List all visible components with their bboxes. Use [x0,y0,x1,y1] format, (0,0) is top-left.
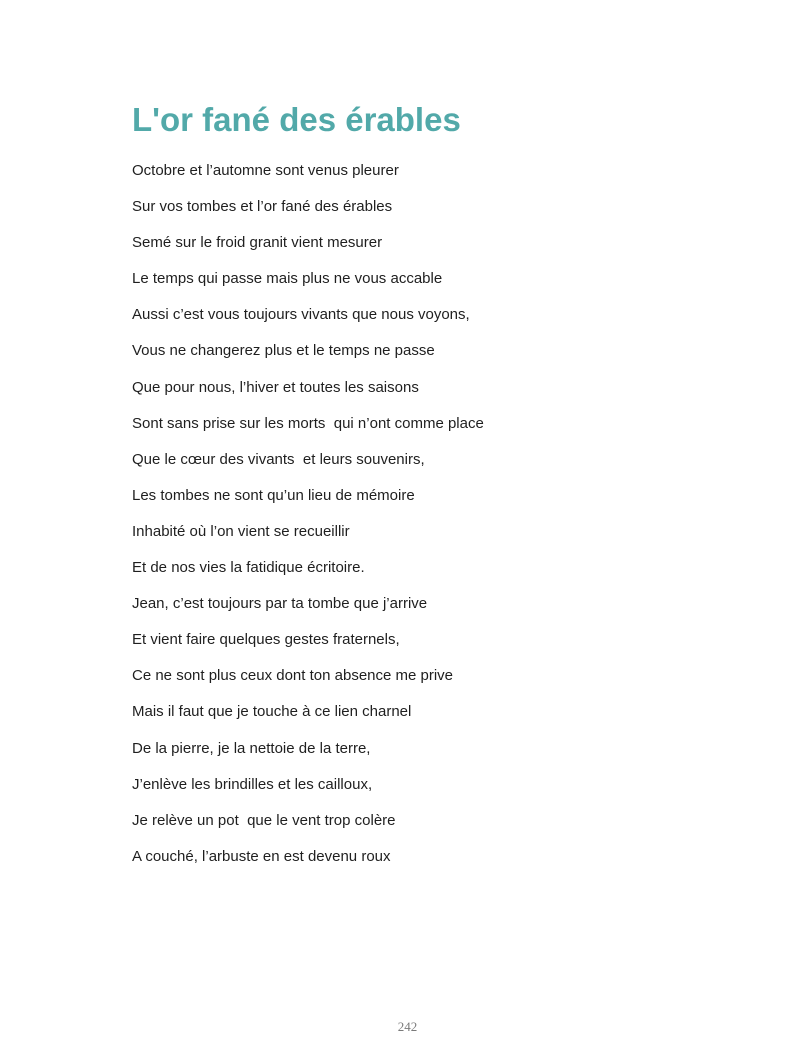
poem-body [132,159,484,881]
poem-line: Le temps qui passe mais plus ne vous accable [132,270,443,288]
poem-line: J’enlève les brindilles et les cailloux, [132,775,373,793]
poem-line: Inhabité où l’on vient se recueillir [132,522,350,540]
poem-line: Que pour nous, l’hiver et toutes les saisons [132,378,419,396]
poem-line: Octobre et l’automne sont venus pleurer [132,162,399,179]
poem-line: Ce ne sont plus ceux dont ton absence me prive [132,667,454,685]
poem-line: Semé sur le froid granit vient mesurer [132,234,383,252]
page-number: 242 [397,1019,418,1034]
poem-line: Mais il faut que je touche à ce lien charnel [132,703,412,721]
poem-line: Sont sans prise sur les morts qui n’ont comme place [132,414,484,432]
poem-line: De la pierre, je la nettoie de la terre, [132,739,371,757]
poem-line: Vous ne changerez plus et le temps ne passe [132,342,435,360]
poem-line: Et vient faire quelques gestes fraternels, [132,631,400,649]
poem-line: Et de nos vies la fatidique écritoire. [132,559,365,577]
poem-line: Je relève un pot que le vent trop colère [132,811,396,829]
poem-line: Sur vos tombes et l’or fané des érables [132,198,393,216]
poem-line: Jean, c’est toujours par ta tombe que j’arrive [132,595,428,613]
poem-title: L'or fané des érables [132,101,461,138]
poem-line: A couché, l’arbuste en est devenu roux [132,847,391,865]
poem-line: Que le cœur des vivants et leurs souvenirs, [132,450,425,468]
poem-line: Aussi c’est vous toujours vivants que nous voyons, [132,306,470,324]
poem-line: Les tombes ne sont qu’un lieu de mémoire [132,486,415,504]
